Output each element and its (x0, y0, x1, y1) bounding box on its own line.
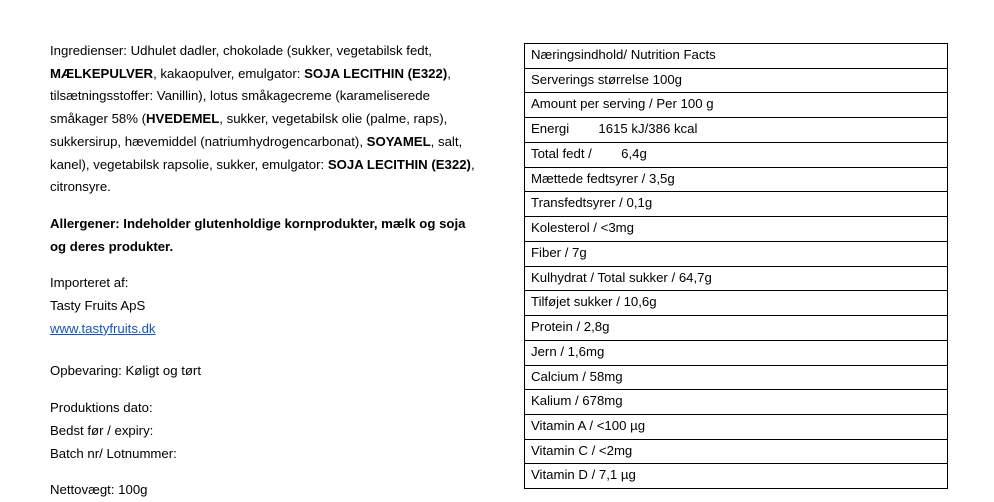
nutrition-table-body (525, 44, 948, 489)
nutrition-cell: Vitamin D / 7,1 µg (525, 464, 948, 489)
website-link[interactable] (50, 318, 480, 341)
ingredient-highlight: MÆLKEPULVER (50, 65, 154, 81)
ingredient-segment: , tilsætningsstoffer: Vanillin), lotus småkagecreme (karameliserede småkager 58% ( (50, 65, 451, 127)
nutrition-cell: Serverings størrelse 100g (525, 68, 948, 93)
nutrition-row (525, 241, 948, 266)
importer-name: Tasty Fruits ApS (50, 298, 146, 314)
nutrition-row (525, 192, 948, 217)
nutrition-cell: Calcium / 58mg (525, 365, 948, 390)
storage-text: Opbevaring: Køligt og tørt (50, 363, 201, 379)
nutrition-row (525, 464, 948, 489)
ingredient-highlight: HVEDEMEL (146, 111, 220, 127)
nutrition-row (525, 390, 948, 415)
nutrition-row (525, 142, 948, 167)
nutrition-row (525, 167, 948, 192)
spacer (50, 383, 480, 397)
importer-label: Importeret af: (50, 275, 129, 291)
ingredient-highlight: SOYAMEL (366, 133, 431, 149)
ingredient-highlight: SOJA LECITHIN (E322) (327, 156, 471, 172)
best-before-label: Bedst før / expiry: (50, 422, 154, 438)
nutrition-row (525, 340, 948, 365)
nutrition-row (525, 365, 948, 390)
nutrition-cell: Fiber / 7g (525, 241, 948, 266)
nutrition-cell: Kalium / 678mg (525, 390, 948, 415)
ingredient-segment: Ingredienser: Udhulet dadler, chokolade (sukker, vegetabilsk fedt, (50, 43, 432, 58)
ingredient-segment: , salt, kanel), vegetabilsk rapsolie, sukker, emulgator: (50, 133, 463, 172)
allergens-paragraph: Allergener: Indeholder glutenholdige kornprodukter, mælk og soja og deres produkter. (50, 215, 466, 254)
ingredients-text (50, 43, 475, 194)
nutrition-cell: Næringsindhold/ Nutrition Facts (525, 44, 948, 69)
nutrition-cell: Transfedtsyrer / 0,1g (525, 192, 948, 217)
website-link-text[interactable]: www.tastyfruits.dk (50, 320, 156, 336)
product-info-column (50, 40, 480, 502)
ingredient-segment: , kakaopulver, emulgator: (153, 65, 305, 81)
ingredients-paragraph (50, 40, 480, 199)
spacer (50, 465, 480, 479)
nutrition-row (525, 68, 948, 93)
nutrition-row (525, 93, 948, 118)
nutrition-cell: Amount per serving / Per 100 g (525, 93, 948, 118)
nutrition-row (525, 316, 948, 341)
nutrition-row (525, 291, 948, 316)
nutrition-row (525, 266, 948, 291)
nutrition-cell: Jern / 1,6mg (525, 340, 948, 365)
ingredient-segment: , sukker, vegetabilsk olie (palme, raps), sukkersirup, hævemiddel (natriumhydrogencarbonat), (50, 111, 448, 149)
nutrition-header-row (525, 44, 948, 69)
nutrition-cell: Vitamin C / <2mg (525, 439, 948, 464)
spacer (50, 340, 480, 360)
nutrition-cell: Total fedt / 6,4g (525, 142, 948, 167)
nutrition-facts-table (524, 43, 948, 489)
nutrition-row (525, 217, 948, 242)
ingredient-highlight: SOJA LECITHIN (E322) (304, 65, 448, 81)
ingredient-segment: , citronsyre. (50, 156, 475, 195)
nutrition-cell: Vitamin A / <100 µg (525, 415, 948, 440)
nutrition-cell: Energi 1615 kJ/386 kcal (525, 118, 948, 143)
nutrition-cell: Kolesterol / <3mg (525, 217, 948, 242)
nutrition-cell: Tilføjet sukker / 10,6g (525, 291, 948, 316)
production-date-label: Produktions dato: (50, 400, 153, 416)
nutrition-row (525, 415, 948, 440)
net-weight-text: Nettovægt: 100g (50, 482, 148, 498)
nutrition-cell: Kulhydrat / Total sukker / 64,7g (525, 266, 948, 291)
nutrition-row (525, 118, 948, 143)
nutrition-cell: Mættede fedtsyrer / 3,5g (525, 167, 948, 192)
batch-number-label: Batch nr/ Lotnummer: (50, 445, 177, 461)
nutrition-cell: Protein / 2,8g (525, 316, 948, 341)
